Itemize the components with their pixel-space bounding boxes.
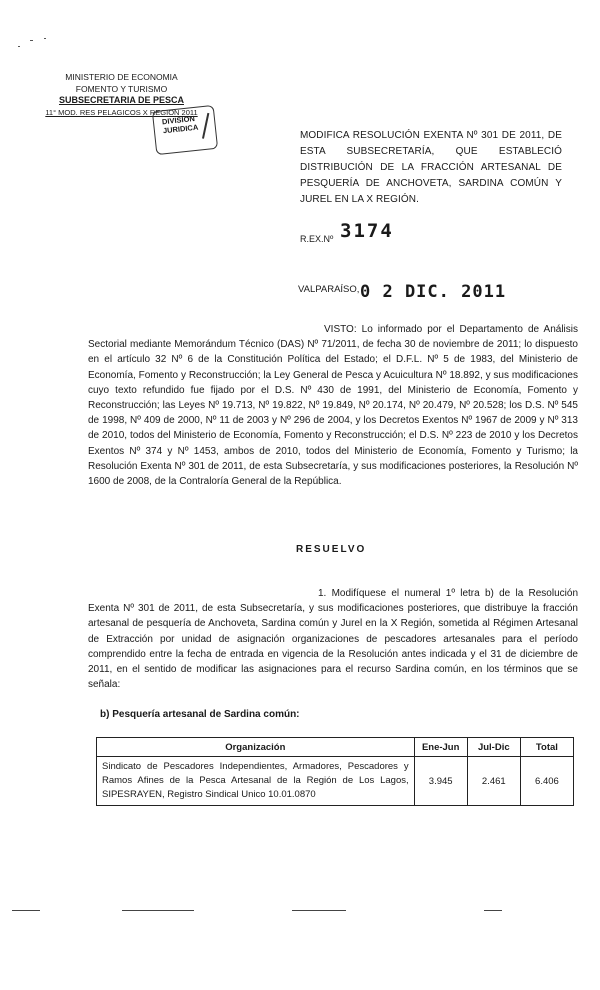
juridica-stamp: DIVISION JURIDICA (152, 105, 218, 155)
resuelvo-heading: RESUELVO (296, 544, 367, 555)
allocation-table (96, 737, 574, 806)
resolution-title: MODIFICA RESOLUCIÓN EXENTA Nº 301 DE 2011, DE ESTA SUBSECRETARÍA, QUE ESTABLECIÓ DISTRIBUCIÓN DE LA FRACCIÓN ARTESANAL DE PESQUERÍA DE ANCHOVETA, SARDINA COMÚN Y JUREL EN LA X REGIÓN. (300, 130, 562, 205)
scan-speck (30, 40, 33, 41)
sardina-subheading: b) Pesquería artesanal de Sardina común: (100, 709, 300, 720)
footer-rule-1 (12, 910, 40, 911)
place-label: VALPARAÍSO, (298, 284, 360, 295)
table-row (97, 757, 574, 806)
col-total: Total (520, 738, 573, 757)
scan-speck (18, 46, 20, 47)
subsecretaria-name: SUBSECRETARIA DE PESCA (58, 95, 184, 105)
article-1-paragraph: 1. Modifíquese el numeral 1º letra b) de la Resolución Exenta Nº 301 de 2011, de esta Subsecretaría, y sus modificaciones posteriores, que distribuye la fracción artesanal de pesquería de Anchoveta, Sardina común y Jurel en la X Región, sometida al Régimen Artesanal de Extracción por unidad de asignación organizaciones de pescadores artesanales para el período comprendido entre la fecha de entrada en vigencia de la Resolución antes indicada y el 31 de diciembre de 2011, en el sentido de modificar las asignaciones para el recurso Sardina común, en los términos que se señala: (88, 588, 578, 691)
ministry-subname: FOMENTO Y TURISMO (75, 83, 168, 94)
footer-rule-3 (292, 910, 346, 911)
footer-rule-2 (122, 910, 194, 911)
col-organizacion: Organización (97, 738, 415, 757)
col-jul-dic: Jul-Dic (467, 738, 520, 757)
resolution-number-label: R.EX.Nº (300, 234, 334, 244)
document-reference: 11° MOD. RES PELAGICOS X REGION 2011 (45, 107, 198, 117)
table-header-row (97, 738, 574, 757)
col-ene-jun: Ene-Jun (414, 738, 467, 757)
cell-total: 6.406 (520, 757, 573, 806)
cell-ene-jun: 3.945 (414, 757, 467, 806)
cell-jul-dic: 2.461 (467, 757, 520, 806)
scan-speck (44, 38, 46, 39)
ministry-name: MINISTERIO DE ECONOMIA (65, 72, 178, 82)
resolution-date: 0 2 DIC. 2011 (360, 282, 507, 302)
cell-organization: Sindicato de Pescadores Independientes, Armadores, Pescadores y Ramos Afines de la Pesca Artesanal de la Región de Los Lagos, SIPESRAYEN, Registro Sindical Unico 10.01.0870 (97, 757, 415, 806)
resolution-number: 3174 (340, 220, 394, 242)
visto-paragraph: VISTO: Lo informado por el Departamento de Análisis Sectorial mediante Memorándum Técnico (DAS) Nº 71/2011, de fecha 30 de noviembre de 2011; lo dispuesto en el artículo 32 Nº 6 de la Constitución Política del Estado; el D.F.L. Nº 5 de 1983, del Ministerio de Economía, Fomento y Reconstrucción; la Ley General de Pesca y Acuicultura Nº 18.892, y sus modificaciones cuyo texto refundido fue fijado por el D.S. Nº 430 de 1991, del Ministerio de Economía, Fomento y Reconstrucción; las Leyes Nº 19.713, Nº 19.822, Nº 19.849, Nº 20.174, Nº 20.479, Nº 20.528; los D.S. Nº 545 de 1998, Nº 409 de 2000, Nº 11 de 2003 y Nº 296 de 2004, y los Decretos Exentos Nº 1967 de 2009 y Nº 313 de 2010, todos del Ministerio de Economía, Fomento y Reconstrucción; el D.S. Nº 223 de 2010 y los Decretos Exentos Nº 374 y Nº 1453, ambos de 2010, todos del Ministerio de Economía, Fomento y Turismo; la Resolución Exenta Nº 301 de 2011, de esta Subsecretaría, y sus modificaciones posteriores, la Resolución Nº 1600 de 2008, de la Contraloría General de la República. (88, 324, 578, 488)
footer-rule-4 (484, 910, 502, 911)
